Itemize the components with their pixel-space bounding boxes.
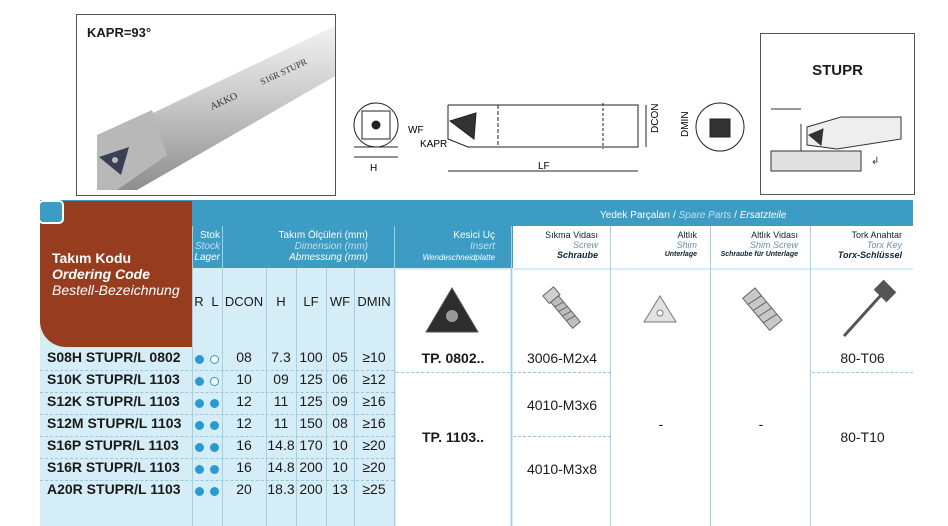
shim-header: Altlık Shim Unterlage (664, 230, 697, 258)
dmin-value: ≥20 (362, 459, 386, 475)
brand-logo: AKKO (208, 90, 240, 113)
dcon-value: 16 (236, 459, 252, 475)
stock-l-dot (210, 487, 219, 496)
screw-code-b: 4010-M3x6 (526, 397, 598, 413)
screw-icon (538, 280, 588, 338)
kapr-label: KAPR=93° (87, 25, 152, 40)
screw-header: Sıkma Vidası Screw Schraube (545, 230, 598, 260)
torx-key-header: Tork Anahtar Torx Key Torx-Schlüssel (837, 230, 902, 260)
stock-l-dot (210, 421, 219, 430)
h-value: 18.3 (267, 481, 295, 497)
lf-value: 150 (299, 415, 323, 431)
h-value: 09 (273, 371, 289, 387)
stupr-diagram (760, 33, 915, 195)
product-photo (76, 14, 336, 196)
wf-value: 13 (332, 481, 348, 497)
order-code: S16R STUPR/L 1103 (47, 459, 180, 475)
dmin-value: ≥25 (362, 481, 386, 497)
dmin-value: ≥10 (362, 349, 386, 365)
svg-text:↲: ↲ (871, 156, 880, 167)
stock-r-dot (195, 465, 204, 474)
order-code: S16P STUPR/L 1103 (47, 437, 179, 453)
dcon-value: 08 (236, 349, 252, 365)
screw-code-c: 4010-M3x8 (526, 461, 598, 477)
ordering-code-tr: Takım Kodu (52, 250, 132, 266)
order-code: S12M STUPR/L 1103 (47, 415, 182, 431)
insert-icon (420, 282, 484, 340)
ordering-code-header (40, 201, 192, 347)
shim-screw-icon (738, 282, 788, 338)
dcon-value: 20 (236, 481, 252, 497)
stock-r-dot (195, 487, 204, 496)
dim-lf: LF (538, 161, 550, 172)
h-value: 14.8 (267, 437, 295, 453)
dcon-value: 12 (236, 393, 252, 409)
dcon-value: 16 (236, 437, 252, 453)
wf-value: 09 (332, 393, 348, 409)
stock-r-dot (195, 377, 204, 386)
col-wf: WF (329, 294, 351, 309)
col-l: L (211, 294, 219, 309)
wf-value: 05 (332, 349, 348, 365)
lf-value: 200 (299, 481, 323, 497)
h-value: 11 (273, 393, 289, 409)
stock-r-dot (195, 399, 204, 408)
key-code-b: 80-T10 (840, 429, 885, 445)
stock-r-dot (195, 355, 204, 364)
dmin-value: ≥16 (362, 415, 386, 431)
order-code: S10K STUPR/L 1103 (47, 371, 180, 387)
boring-bar-image (77, 15, 335, 195)
wf-value: 10 (332, 459, 348, 475)
stupr-illustration (761, 89, 914, 194)
wf-value: 06 (332, 371, 348, 387)
order-code: A20R STUPR/L 1103 (47, 481, 181, 497)
insert-code-b: TP. 1103.. (421, 429, 484, 445)
dim-dmin: DMIN (680, 111, 691, 137)
shim-screw-header: Altlık Vidası Shim Screw Schraube für Unterlage (720, 230, 798, 258)
lf-value: 100 (299, 349, 323, 365)
col-lf: LF (303, 294, 319, 309)
h-value: 7.3 (271, 349, 291, 365)
screw-code-a: 3006-M2x4 (526, 350, 598, 366)
spare-parts-header: Yedek Parçaları / Spare Parts / Ersatzteile (600, 210, 787, 221)
insert-header: Kesici Uç Insert Wendeschneidplatte (422, 230, 495, 262)
dmin-value: ≥20 (362, 437, 386, 453)
insert-code-a: TP. 0802.. (421, 350, 485, 366)
col-h: H (276, 294, 286, 309)
stupr-title: STUPR (812, 62, 863, 79)
technical-drawing (348, 85, 750, 185)
stock-l-dot (210, 355, 219, 364)
wf-value: 10 (332, 437, 348, 453)
h-value: 11 (273, 415, 289, 431)
dimension-header: Takım Ölçüleri (mm) Dimension (mm) Abmessung (mm) (278, 230, 368, 263)
col-dmin: DMIN (357, 294, 391, 309)
col-r: R (194, 294, 204, 309)
col-dcon: DCON (224, 294, 264, 309)
key-code-a: 80-T06 (840, 350, 885, 366)
dmin-value: ≥16 (362, 393, 386, 409)
dim-dcon: DCON (650, 103, 661, 133)
shim-screw-code: - (758, 416, 764, 432)
engraving-text: S16R STUPR (258, 56, 309, 87)
stock-l-dot (210, 399, 219, 408)
shim-code: - (658, 416, 664, 432)
lf-value: 200 (299, 459, 323, 475)
stock-l-dot (210, 443, 219, 452)
stock-header: Stok Stock Lager (194, 230, 220, 263)
ordering-code-en: Ordering Code (52, 266, 151, 282)
order-code: S08H STUPR/L 0802 (47, 349, 181, 365)
dim-kapr: KAPR (420, 139, 448, 150)
wf-value: 08 (332, 415, 348, 431)
lf-value: 125 (299, 371, 323, 387)
ordering-code-de: Bestell-Bezeichnung (52, 282, 180, 298)
h-value: 14.8 (267, 459, 295, 475)
torx-key-icon (838, 272, 908, 342)
stock-r-dot (195, 443, 204, 452)
dmin-value: ≥12 (362, 371, 386, 387)
lf-value: 170 (299, 437, 323, 453)
stock-l-dot (210, 377, 219, 386)
dcon-value: 12 (236, 415, 252, 431)
order-code: S12K STUPR/L 1103 (47, 393, 180, 409)
dim-wf: WF (408, 125, 424, 136)
stock-r-dot (195, 421, 204, 430)
dim-h: H (370, 163, 378, 174)
shim-icon (640, 292, 680, 328)
tab-corner-icon (38, 200, 64, 224)
dcon-value: 10 (236, 371, 252, 387)
lf-value: 125 (299, 393, 323, 409)
stock-l-dot (210, 465, 219, 474)
